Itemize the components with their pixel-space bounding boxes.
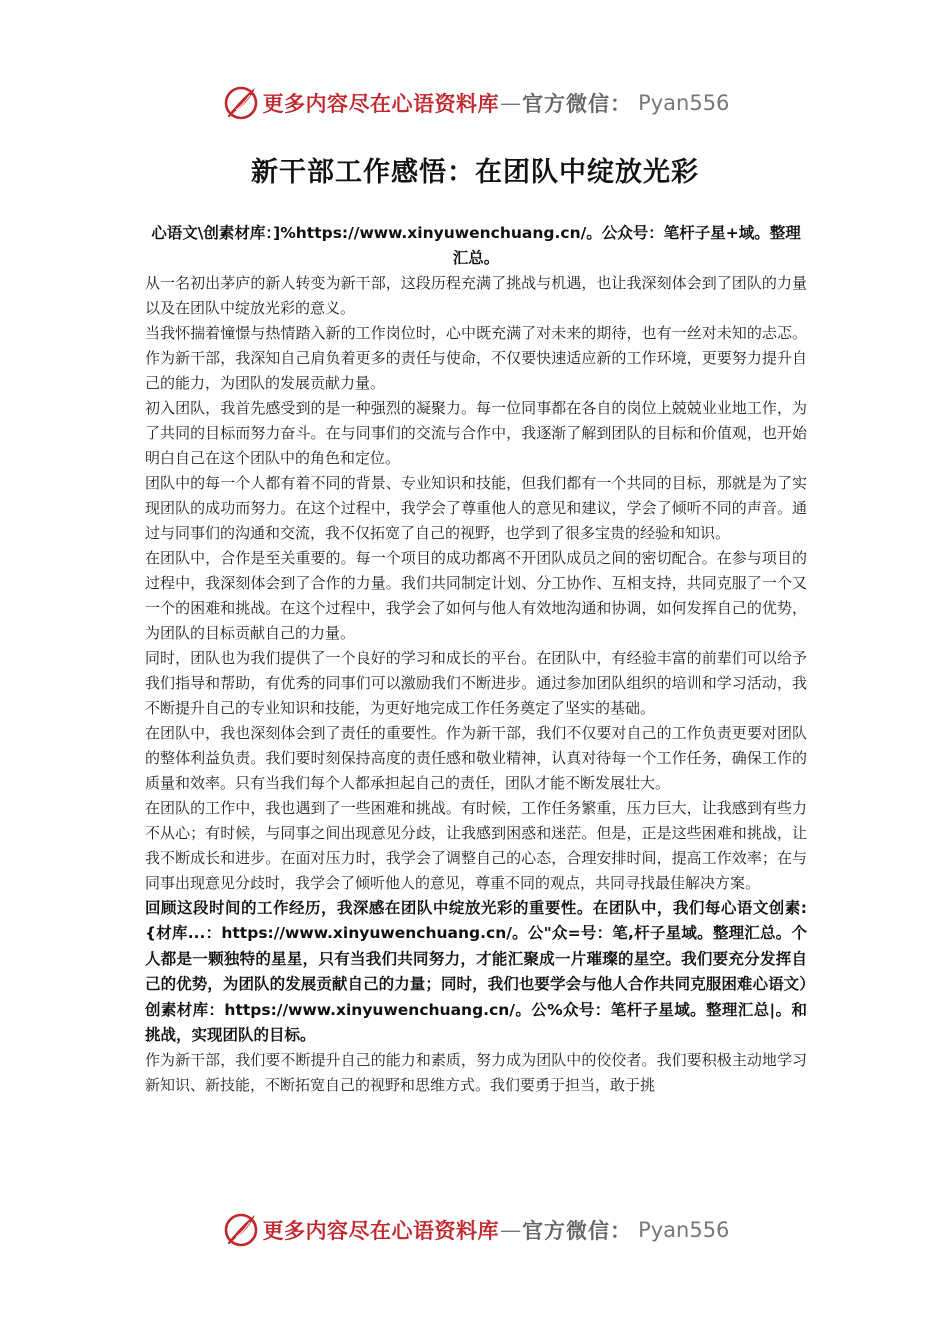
paragraph: 在团队的工作中，我也遇到了一些困难和挑战。有时候，工作任务繁重，压力巨大，让我感到有些力不从心；有时候，与同事之间出现意见分歧，让我感到困惑和迷茫。但是，正是这些困难和挑战，让我不断成长和进步。在面对压力时，我学会了调整自己的心态，合理安排时间，提高工作效率；在与同事出现意见分歧时，我学会了倾听他人的意见，尊重不同的观点，共同寻找最佳解决方案。 [145, 799, 807, 892]
banner-dash: — [500, 1218, 522, 1242]
bold-paragraph: 回顾这段时间的工作经历，我深感在团队中绽放光彩的重要性。在团队中，我们每心语文创素:{材库...：https://www.xinyuwenchuang.cn/。公"众=号：笔,杆子星域。整理汇总。个人都是一颗独特的星星，只有当我们共同努力，才能汇聚成一片璀璨的星空。我们要充分发挥自己的优势，为团队的发展贡献自己的力量；同时，我们也要学会与他人合作共同克服困难心语文）创素材库：https://www.xinyuwenchuang.cn/。公%众号：笔杆子星域。整理汇总|。和挑战，实现团队的目标。 [145, 899, 807, 1045]
wechat-id: Pyan556 [638, 91, 730, 115]
paragraph: 同时，团队也为我们提供了一个良好的学习和成长的平台。在团队中，有经验丰富的前辈们可以给予我们指导和帮助，有优秀的同事们可以激励我们不断进步。通过参加团队组织的培训和学习活动，我不断提升自己的专业知识和技能，为更好地完成工作任务奠定了坚实的基础。 [145, 649, 807, 717]
header-banner [0, 81, 950, 125]
document-title: 新干部工作感悟：在团队中绽放光彩 [251, 157, 699, 188]
footer-banner [0, 1208, 950, 1252]
library-brand-text: 更多内容尽在心语资料库 [262, 1218, 500, 1243]
library-brand-text: 更多内容尽在心语资料库 [262, 91, 500, 116]
feather-quill-logo-icon [221, 1210, 261, 1250]
paragraph: 初入团队，我首先感受到的是一种强烈的凝聚力。每一位同事都在各自的岗位上兢兢业业地工作，为了共同的目标而努力奋斗。在与同事们的交流与合作中，我逐渐了解到团队的目标和价值观，也开始明白自己在这个团队中的角色和定位。 [145, 399, 807, 467]
paragraph: 作为新干部，我们要不断提升自己的能力和素质，努力成为团队中的佼佼者。我们要积极主动地学习新知识、新技能，不断拓宽自己的视野和思维方式。我们要勇于担当，敢于挑 [145, 1051, 807, 1095]
paragraph: 当我怀揣着憧憬与热情踏入新的工作岗位时，心中既充满了对未来的期待，也有一丝对未知的忐忑。作为新干部，我深知自己肩负着更多的责任与使命，不仅要快速适应新的工作环境，更要努力提升自己的能力，为团队的发展贡献力量。 [145, 324, 807, 392]
paragraph: 从一名初出茅庐的新人转变为新干部，这段历程充满了挑战与机遇，也让我深刻体会到了团队的力量以及在团队中绽放光彩的意义。 [145, 274, 807, 317]
paragraph: 在团队中，合作是至关重要的。每一个项目的成功都离不开团队成员之间的密切配合。在参与项目的过程中，我深刻体会到了合作的力量。我们共同制定计划、分工协作、互相支持，共同克服了一个又一个的困难和挑战。在这个过程中，我学会了如何与他人有效地沟通和协调，如何发挥自己的优势，为团队的目标贡献自己的力量。 [145, 549, 807, 642]
official-wechat-label: 官方微信： [522, 1218, 633, 1243]
feather-quill-logo-icon [221, 83, 261, 123]
paragraph: 团队中的每一个人都有着不同的背景、专业知识和技能，但我们都有一个共同的目标，那就是为了实现团队的成功而努力。在这个过程中，我学会了尊重他人的意见和建议，学会了倾听不同的声音。通过与同事们的沟通和交流，我不仅拓宽了自己的视野，也学到了很多宝贵的经验和知识。 [145, 474, 807, 542]
banner-dash: — [500, 91, 522, 115]
wechat-id: Pyan556 [638, 1218, 730, 1242]
document-body [145, 221, 807, 1191]
official-wechat-label: 官方微信： [522, 91, 633, 116]
paragraph: 在团队中，我也深刻体会到了责任的重要性。作为新干部，我们不仅要对自己的工作负责更要对团队的整体利益负责。我们要时刻保持高度的责任感和敬业精神，认真对待每一个工作任务，确保工作的质量和效率。只有当我们每个人都承担起自己的责任，团队才能不断发展壮大。 [145, 724, 807, 792]
source-note: 心语文\创素材库：]%https://www.xinyuwenchuang.cn/。公众号：笔杆子星+域。整理汇总。 [151, 224, 801, 267]
